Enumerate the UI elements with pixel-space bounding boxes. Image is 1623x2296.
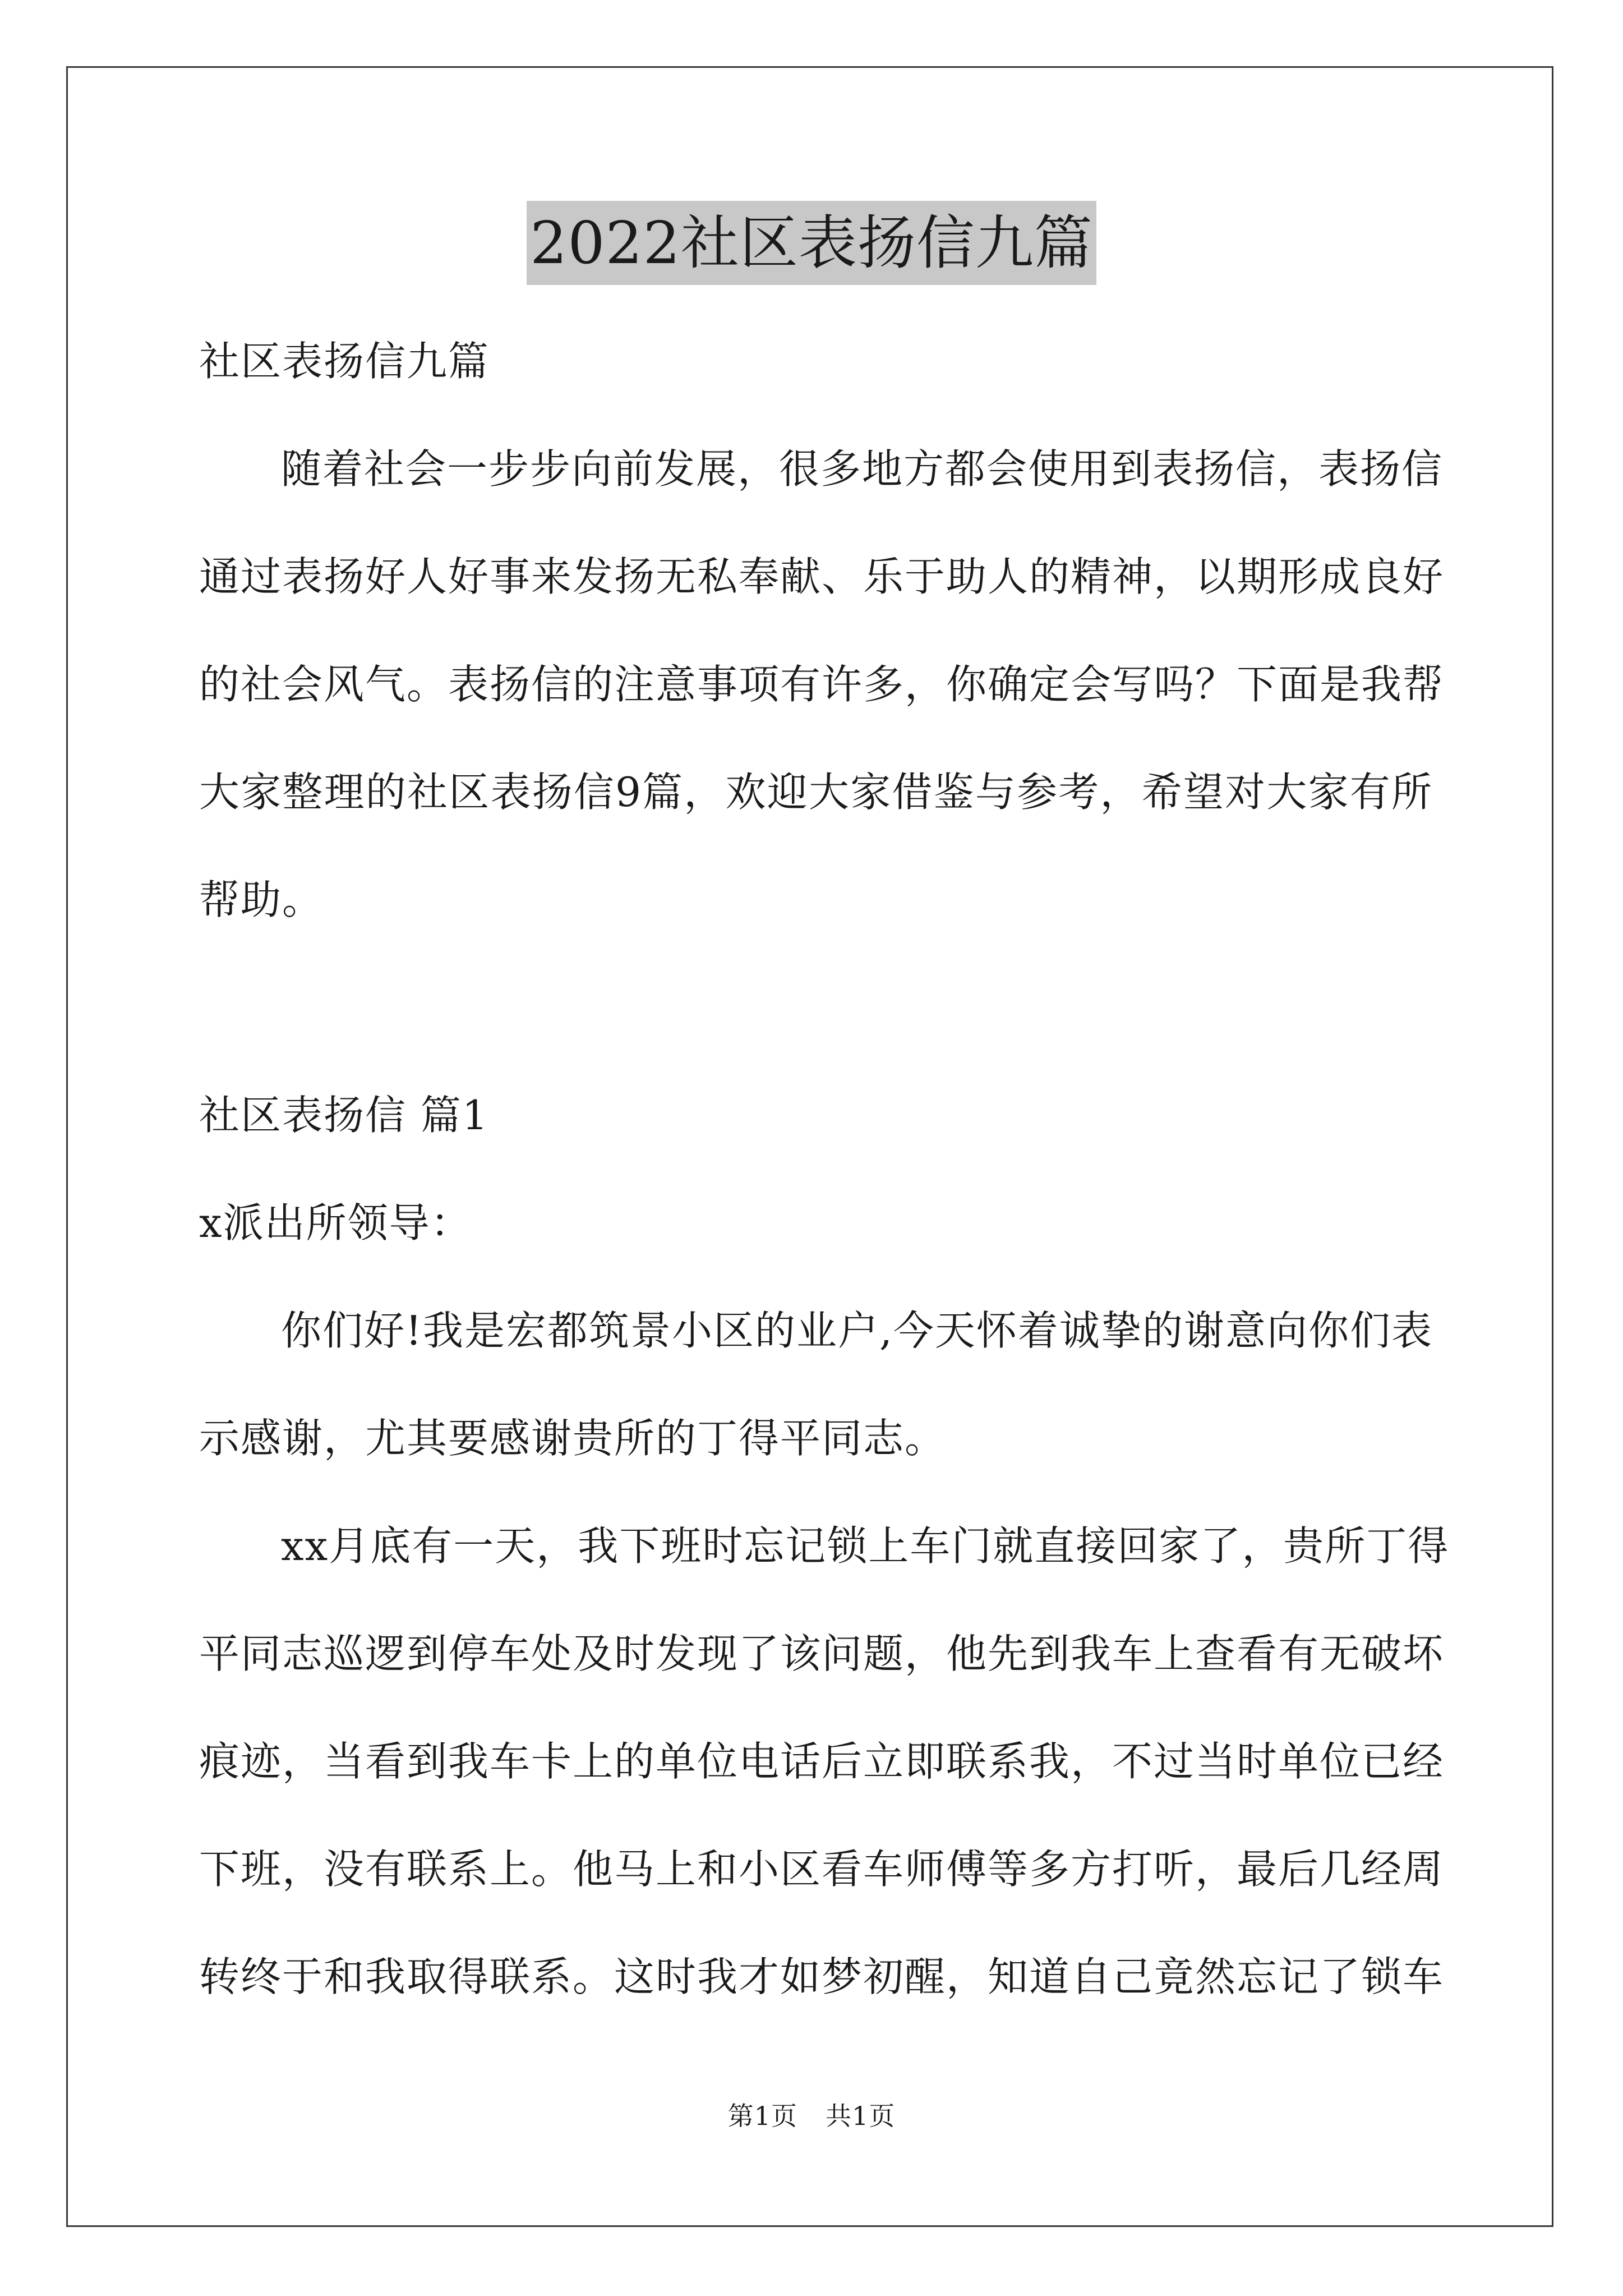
paragraph-line: 平同志巡逻到停车处及时发现了该问题，他先到我车上查看有无破坏 [199, 1630, 1445, 1677]
paragraph-line: 大家整理的社区表扬信9篇，欢迎大家借鉴与参考，希望对大家有所 [199, 769, 1433, 816]
page-footer [0, 2099, 1623, 2133]
paragraph-line: xx月底有一天，我下班时忘记锁上车门就直接回家了，贵所丁得 [281, 1522, 1450, 1570]
page-number-total: 共1页 [826, 2101, 896, 2131]
salutation: x派出所领导： [199, 1199, 472, 1246]
document-body [199, 307, 1450, 2031]
paragraph-line: 帮助。 [199, 876, 324, 923]
spacer [199, 954, 1433, 1061]
letter-paragraph-2 [199, 1492, 1450, 2031]
paragraph-line: 痕迹，当看到我车卡上的单位电话后立即联系我，不过当时单位已经 [199, 1738, 1445, 1785]
paragraph-line: 你们好!我是宏都筑景小区的业户,今天怀着诚挚的谢意向你们表 [281, 1307, 1433, 1354]
paragraph-line: 通过表扬好人好事来发扬无私奉献、乐于助人的精神，以期形成良好 [199, 553, 1445, 600]
page-number-current: 第1页 [727, 2101, 797, 2131]
intro-paragraph [199, 415, 1445, 954]
title-container [0, 201, 1623, 285]
paragraph-line: 示感谢，尤其要感谢贵所的丁得平同志。 [199, 1415, 947, 1462]
subtitle: 社区表扬信九篇 [199, 338, 490, 385]
paragraph-line: 随着社会一步步向前发展，很多地方都会使用到表扬信，表扬信 [281, 445, 1444, 493]
letter-paragraph-1 [199, 1277, 1433, 1492]
paragraph-line: 的社会风气。表扬信的注意事项有许多，你确定会写吗？下面是我帮 [199, 661, 1445, 708]
paragraph-line: 转终于和我取得联系。这时我才如梦初醒，知道自己竟然忘记了锁车 [199, 1953, 1445, 2000]
document-title: 2022社区表扬信九篇 [527, 201, 1096, 285]
paragraph-line: 下班，没有联系上。他马上和小区看车师傅等多方打听，最后几经周 [199, 1846, 1445, 1893]
section-heading: 社区表扬信 篇1 [199, 1092, 489, 1139]
